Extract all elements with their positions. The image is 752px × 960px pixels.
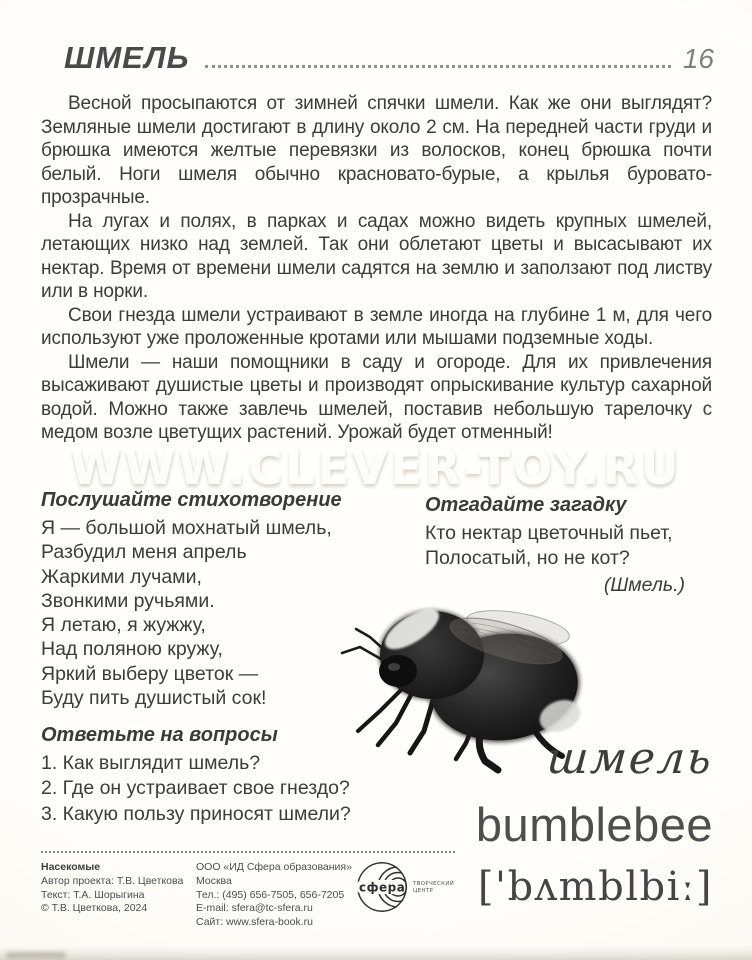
poem-line: Я летаю, я жужжу, — [41, 614, 206, 637]
publisher-line: ООО «ИД Сфера образования» — [196, 861, 352, 873]
poem-heading: Послушайте стихотворение — [41, 489, 342, 511]
riddle-line: Полосатый, но не кот? — [425, 547, 630, 569]
article-body — [41, 92, 712, 445]
publisher-line: Москва — [196, 874, 232, 887]
riddle-line: Кто нектар цветочный пьет, — [425, 522, 673, 544]
publisher-line: Тел.: (495) 656-7505, 656-7205 — [196, 888, 345, 901]
logo-caption-1: ТВОРЧЕСКИЙ — [413, 881, 455, 887]
questions-heading: Ответьте на вопросы — [41, 724, 278, 746]
vocab-russian-word: шмель — [545, 733, 715, 784]
watermark-text: WWW.CLEVER-TOY.RU — [70, 441, 682, 495]
svg-text:сфера: сфера — [359, 880, 406, 895]
page-number: 16 — [682, 43, 714, 74]
article-paragraph: Шмели — наши помощники в саду и огороде. Для их привлечения высаживают душистые цветы и производят опрыскивание культур сахарной водой. Можно также завлечь шмелей, поставив небольшую тарелочку с медом возле цветущих растений. Урожай будет отменный! — [41, 351, 712, 443]
page-header — [64, 40, 714, 76]
riddle-section — [425, 494, 689, 597]
question-item: 1. Как выглядит шмель? — [41, 752, 261, 774]
poem-line: Звонкими ручьями. — [41, 589, 215, 612]
poem-line: Я — большой мохнатый шмель, — [41, 517, 332, 539]
publisher-email: E-mail: sfera@tc-sfera.ru — [196, 902, 313, 915]
vocab-english-word: bumblebee — [475, 798, 713, 851]
scan-artifact — [6, 952, 66, 958]
credit-line: Автор проекта: Т.В. Цветкова — [41, 874, 184, 887]
question-item: 3. Какую пользу приносят шмели? — [41, 802, 351, 825]
credit-line: Текст: Т.А. Шорыгина — [41, 888, 145, 901]
riddle-answer: (Шмель.) — [603, 574, 685, 596]
riddle-heading: Отгадайте загадку — [425, 494, 627, 516]
footer-divider — [41, 851, 455, 853]
vocab-transcription: ['bʌmblbiː] — [477, 864, 713, 910]
question-item: 2. Где он устраивает свое гнездо? — [41, 777, 350, 800]
card-bottom-edge — [0, 946, 752, 960]
poem-line: Жаркими лучами, — [41, 565, 202, 588]
logo-caption-2: ЦЕНТР — [413, 888, 434, 894]
copyright-line: © Т.В. Цветкова, 2024 — [41, 902, 148, 915]
article-paragraph: На лугах и полях, в парках и садах можно видеть крупных шмелей, летающих низко над землей. Так они облетают цветы и высасывают их нектар. Время от времени шмели садятся на землю и заползают под листву или в норки. — [41, 210, 712, 302]
poem-line: Буду пить душистый сок! — [41, 687, 267, 710]
poem-line: Разбудил меня апрель — [41, 541, 247, 564]
article-paragraph: Весной просыпаются от зимней спячки шмели. Как же они выглядят? Земляные шмели достигают в длину около 2 см. На передней части груди и брюшка имеются желтые перевязки из волосков, конец брюшка почти белый. Ноги шмеля обычно красновато-бурые, а крылья буровато-прозрачные. — [41, 93, 712, 208]
article-paragraph: Свои гнезда шмели устраивают в земле иногда на глубине 1 м, для чего используют уже проложенные кротами или мышами подземные ходы. — [41, 304, 712, 349]
poem-line: Яркий выберу цветок — — [41, 662, 259, 685]
footer-credits — [41, 861, 191, 916]
publisher-site: Сайт: www.sfera-book.ru — [196, 916, 313, 929]
poem-line: Над поляною кружу, — [41, 638, 223, 661]
series-title: Насекомые — [41, 861, 101, 873]
footer-publisher — [196, 861, 356, 930]
page-title: ШМЕЛЬ — [64, 40, 190, 75]
dotted-leader — [205, 41, 670, 68]
